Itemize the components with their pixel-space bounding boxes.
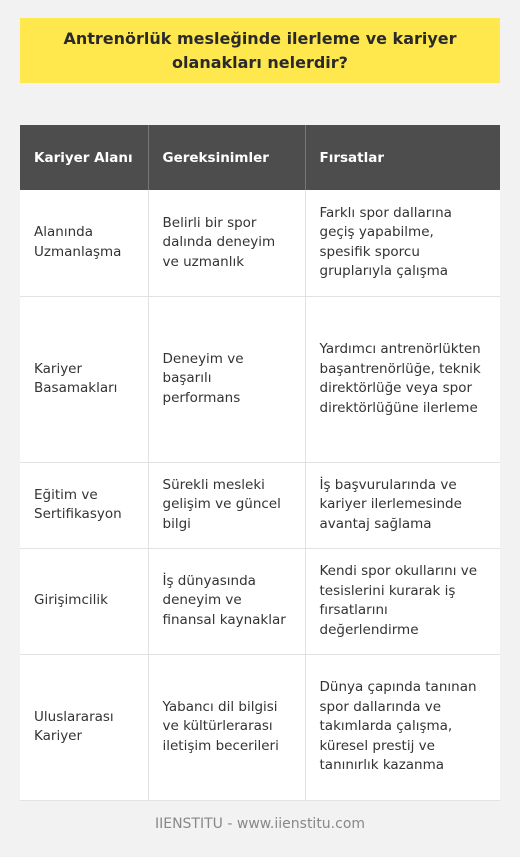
cell-opportunities: Kendi spor okullarını ve tesislerini kurarak iş fırsatlarını değerlendirme — [305, 548, 500, 654]
table-row — [20, 462, 500, 548]
cell-opportunities: İş başvurularında ve kariyer ilerlemesinde avantaj sağlama — [305, 462, 500, 548]
table-row — [20, 548, 500, 654]
cell-opportunities: Farklı spor dallarına geçiş yapabilme, spesifik sporcu gruplarıyla çalışma — [305, 190, 500, 296]
cell-requirements: İş dünyasında deneyim ve finansal kaynaklar — [148, 548, 305, 654]
page-title: Antrenörlük mesleğinde ilerleme ve kariyer olanakları nelerdir? — [63, 28, 457, 72]
header-requirements: Gereksinimler — [148, 125, 305, 190]
cell-career-area: Eğitim ve Sertifikasyon — [20, 462, 148, 548]
title-banner — [20, 18, 500, 83]
cell-career-area: Kariyer Basamakları — [20, 296, 148, 462]
table-header-row — [20, 125, 500, 190]
cell-career-area: Alanında Uzmanlaşma — [20, 190, 148, 296]
table-row — [20, 296, 500, 462]
header-opportunities: Fırsatlar — [305, 125, 500, 190]
cell-requirements: Sürekli mesleki gelişim ve güncel bilgi — [148, 462, 305, 548]
cell-requirements: Deneyim ve başarılı performans — [148, 296, 305, 462]
cell-career-area: Uluslararası Kariyer — [20, 654, 148, 800]
table-row — [20, 654, 500, 800]
cell-career-area: Girişimcilik — [20, 548, 148, 654]
table-row — [20, 190, 500, 296]
cell-requirements: Yabancı dil bilgisi ve kültürlerarası iletişim becerileri — [148, 654, 305, 800]
footer-credit: IIENSTITU - www.iienstitu.com — [154, 816, 366, 832]
career-table — [20, 125, 500, 801]
cell-opportunities: Dünya çapında tanınan spor dallarında ve takımlarda çalışma, küresel prestij ve tanınırlık kazanma — [305, 654, 500, 800]
cell-opportunities: Yardımcı antrenörlükten başantrenörlüğe, teknik direktörlüğe veya spor direktörlüğüne ilerleme — [305, 296, 500, 462]
cell-requirements: Belirli bir spor dalında deneyim ve uzmanlık — [148, 190, 305, 296]
header-career-area: Kariyer Alanı — [20, 125, 148, 190]
